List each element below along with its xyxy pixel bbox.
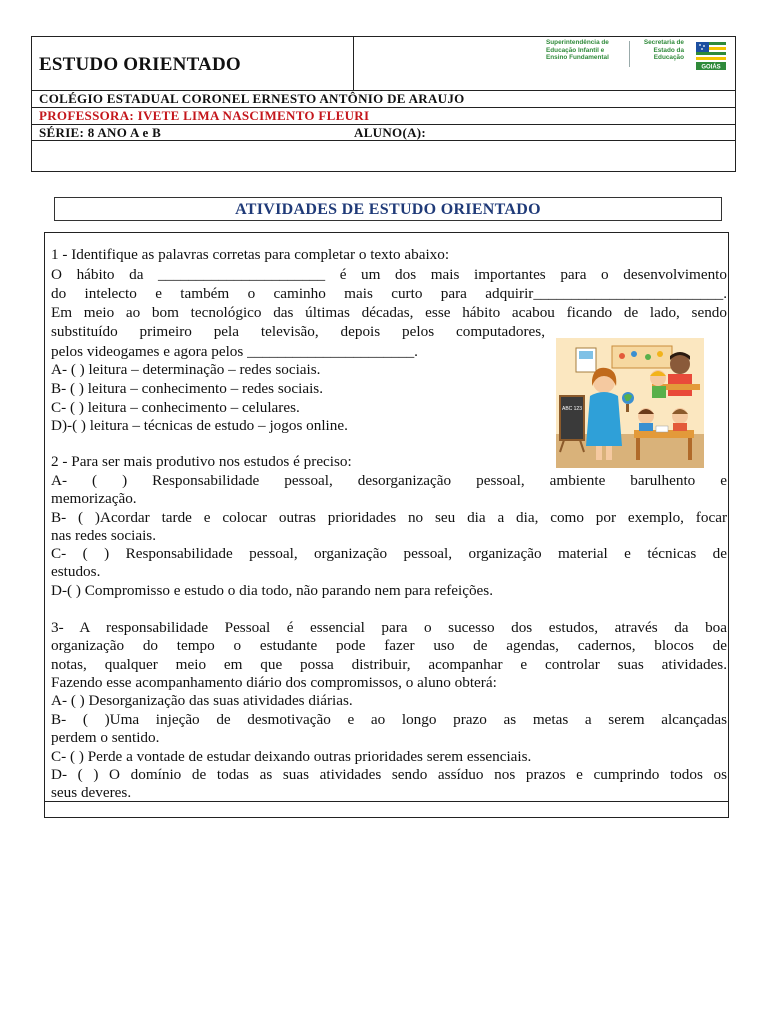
q2-option-a-cont: memorização. bbox=[51, 490, 137, 507]
q2-option-b[interactable]: B- ( )Acordar tarde e colocar outras prioridades no seu dia a dia, como por exemplo, focar bbox=[51, 509, 727, 526]
q1-text-line: pelos videogames e agora pelos ______________________. bbox=[51, 343, 418, 360]
student-label: ALUNO(A): bbox=[354, 125, 427, 140]
teacher-row bbox=[32, 107, 735, 125]
q3-option-d-cont: seus deveres. bbox=[51, 784, 132, 801]
header-title-cell bbox=[32, 37, 354, 90]
series-label: SÉRIE: 8 ANO A e B bbox=[39, 125, 162, 140]
logo-divider bbox=[629, 41, 630, 67]
superintendencia-logo-text bbox=[546, 39, 626, 62]
content-footer-divider bbox=[45, 801, 728, 802]
page-title: ESTUDO ORIENTADO bbox=[39, 54, 241, 75]
q1-text-line: do intelecto e também o caminho mais curto para adquirir_________________________. bbox=[51, 285, 727, 302]
secretaria-logo-text bbox=[636, 39, 684, 62]
logo-right-line-2: Estado da bbox=[653, 46, 684, 54]
q3-text-line: 3- A responsabilidade Pessoal é essencial para o sucesso dos estudos, através da boa bbox=[51, 619, 727, 636]
q1-heading: 1 - Identifique as palavras corretas para completar o texto abaixo: bbox=[51, 246, 450, 263]
q3-option-b-cont: perdem o sentido. bbox=[51, 729, 160, 746]
logo-right-line-3: Educação bbox=[653, 54, 684, 62]
q1-option-d[interactable]: D)-( ) leitura – técnicas de estudo – jogos online. bbox=[51, 417, 348, 434]
q2-heading: 2 - Para ser mais produtivo nos estudos é preciso: bbox=[51, 453, 352, 470]
q2-option-c-cont: estudos. bbox=[51, 563, 101, 580]
q1-text-line: O hábito da ______________________ é um dos mais importantes para o desenvolvimento bbox=[51, 266, 727, 283]
q3-option-b[interactable]: B- ( )Uma injeção de desmotivação e ao longo prazo as metas a serem alcançadas bbox=[51, 711, 727, 728]
q1-text-line: Em meio ao bom tecnológico das últimas décadas, esse hábito acabou ficando de lado, sendo bbox=[51, 304, 727, 321]
student-name-field[interactable] bbox=[32, 140, 735, 171]
q3-text-line: organização do tempo o estudante pode fazer uso de agendas, cadernos, blocos de bbox=[51, 637, 727, 654]
institution-logos bbox=[546, 39, 734, 73]
q1-option-b[interactable]: B- ( ) leitura – conhecimento – redes sociais. bbox=[51, 380, 324, 397]
logo-left-line-3: Ensino Fundamental bbox=[546, 54, 609, 62]
q3-text-line: Fazendo esse acompanhamento diário dos compromissos, o aluno obterá: bbox=[51, 674, 497, 691]
activities-box bbox=[44, 232, 729, 818]
logo-left-line-1: Superintendência de bbox=[546, 39, 609, 46]
teacher-name: PROFESSORA: IVETE LIMA NASCIMENTO FLEURI bbox=[39, 108, 370, 123]
q2-option-b-cont: nas redes sociais. bbox=[51, 527, 157, 544]
q3-text-line: notas, qualquer meio em que possa distribuir, acompanhar e controlar suas atividades. bbox=[51, 656, 727, 673]
logo-right-line-1: Secretaria de bbox=[643, 39, 684, 46]
goias-flag-logo bbox=[694, 39, 728, 71]
q2-option-c[interactable]: C- ( ) Responsabilidade pessoal, organização pessoal, organização material e técnicas de bbox=[51, 545, 727, 562]
q1-text-line: substituído primeiro pela televisão, depois pelos computadores, bbox=[51, 323, 545, 340]
q3-option-c[interactable]: C- ( ) Perde a vontade de estudar deixando outras prioridades serem essenciais. bbox=[51, 748, 532, 765]
q1-option-c[interactable]: C- ( ) leitura – conhecimento – celulares. bbox=[51, 399, 300, 416]
header-table bbox=[31, 36, 736, 172]
q2-option-a[interactable]: A- ( ) Responsabilidade pessoal, desorganização pessoal, ambiente barulhento e bbox=[51, 472, 727, 489]
header-top-row bbox=[32, 37, 735, 91]
q2-option-d[interactable]: D-( ) Compromisso e estudo o dia todo, não parando nem para refeições. bbox=[51, 582, 493, 599]
activity-title: ATIVIDADES DE ESTUDO ORIENTADO bbox=[54, 197, 722, 221]
series-row bbox=[32, 124, 735, 141]
logo-flag-text: GOIÁS bbox=[701, 64, 721, 71]
classroom-illustration bbox=[556, 338, 704, 468]
blackboard-text: ABC 123 bbox=[561, 406, 583, 412]
school-name: COLÉGIO ESTADUAL CORONEL ERNESTO ANTÔNIO DE ARAUJO bbox=[39, 91, 465, 106]
q3-option-a[interactable]: A- ( ) Desorganização das suas atividades diárias. bbox=[51, 692, 353, 709]
q3-option-d[interactable]: D- ( ) O domínio de todas as suas atividades sendo assíduo nos prazos e cumprindo todos os bbox=[51, 766, 727, 783]
school-row bbox=[32, 90, 735, 108]
logo-left-line-2: Educação Infantil e bbox=[546, 46, 605, 54]
q1-option-a[interactable]: A- ( ) leitura – determinação – redes sociais. bbox=[51, 361, 321, 378]
